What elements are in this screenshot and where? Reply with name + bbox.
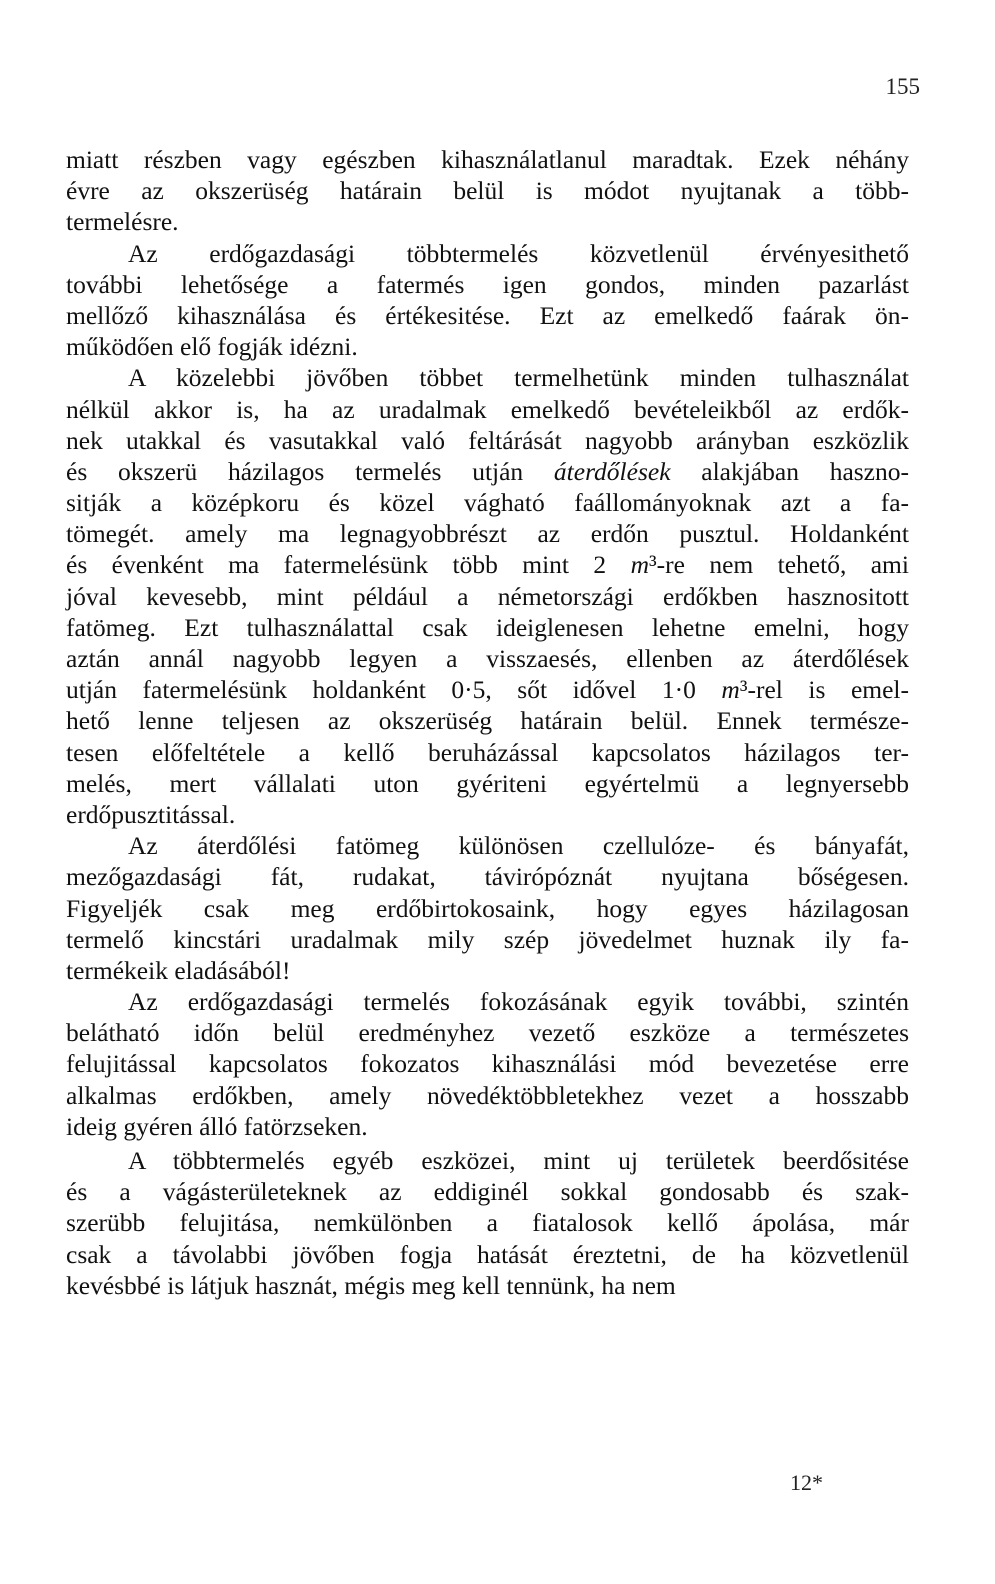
text-line: termelésre. [66,207,179,237]
text-line: ideig gyéren álló fatörzseken. [66,1111,368,1141]
text-line: Az erdőgazdasági termelés fokozásának egyik további, szintén [128,987,909,1017]
text-line: utján fatermelésünk holdanként 0·5, sőt idővel 1·0 m³-rel is emel- [66,675,909,705]
text-line: miatt részben vagy egészben kihasználatlanul maradtak. Ezek néhány [66,145,909,174]
text-line: mellőző kihasználása és értékesitése. Ezt az emelkedő faárak ön- [66,300,909,330]
text-line: és okszerü házilagos termelés utján áterdőlések alakjában haszno- [66,456,909,486]
text-line: Figyeljék csak meg erdőbirtokosaink, hogy egyes házilagosan [66,893,909,923]
text-line: A közelebbi jövőben többet termelhetünk minden tulhasználat [128,363,909,393]
text-line: Az erdőgazdasági többtermelés közvetlenül érvényesithető [128,238,909,268]
text-line: termékeik eladásából! [66,955,291,985]
text-line: nek utakkal és vasutakkal való feltárását nagyobb arányban eszközlik [66,425,909,455]
text-line: kevésbbé is látjuk hasznát, mégis meg kell tennünk, ha nem [66,1270,676,1300]
text-line: A többtermelés egyéb eszközei, mint uj területek beerdősitése [128,1146,909,1175]
text-line: fatömeg. Ezt tulhasználattal csak ideiglenesen lehetne emelni, hogy [66,612,909,642]
paragraph [66,238,909,363]
paragraph [66,830,909,986]
text-line: felujitással kapcsolatos fokozatos kihasználási mód bevezetése erre [66,1049,909,1079]
text-line: működően elő fogják idézni. [66,332,358,362]
paragraph [66,362,909,830]
paragraph [66,1145,909,1301]
text-line: erdőpusztitással. [66,799,236,829]
text-line: további lehetősége a fatermés igen gondos, minden pazarlást [66,269,909,299]
text-line: sitják a középkoru és közel vágható faállományoknak azt a fa- [66,488,909,518]
text-line: Az áterdőlési fatömeg különösen czellulóze- és bányafát, [128,831,909,861]
text-line: nélkül akkor is, ha az uradalmak emelkedő bevételeikből az erdők- [66,394,909,424]
body-text [66,144,909,1301]
text-line: csak a távolabbi jövőben fogja hatását éreztetni, de ha közvetlenül [66,1239,909,1269]
text-line: melés, mert vállalati uton gyériteni egyértelmü a legnyersebb [66,768,909,798]
signature-mark: 12* [790,1470,823,1495]
text-line: és évenként ma fatermelésünk több mint 2 m³-re nem tehető, ami [66,550,909,580]
page-number: 155 [885,74,920,99]
text-line: belátható időn belül eredményhez vezető eszköze a természetes [66,1018,909,1048]
text-line: évre az okszerüség határain belül is módot nyujtanak a több- [66,176,909,206]
paragraph [66,144,909,238]
text-line: hető lenne teljesen az okszerüség határain belül. Ennek természe- [66,706,909,736]
text-line: mezőgazdasági fát, rudakat, távirópóznát nyujtana bőségesen. [66,862,909,892]
text-line: jóval kevesebb, mint például a németországi erdőkben hasznositott [66,581,909,611]
text-line: szerübb felujitása, nemkülönben a fiatalosok kellő ápolása, már [66,1208,909,1238]
text-line: termelő kincstári uradalmak mily szép jövedelmet huznak ily fa- [66,924,909,954]
text-line: tesen előfeltétele a kellő beruházással kapcsolatos házilagos ter- [66,737,909,767]
text-line: tömegét. amely ma legnagyobbrészt az erdőn pusztul. Holdanként [66,519,909,549]
paragraph [66,986,909,1142]
text-line: és a vágásterületeknek az eddiginél sokkal gondosabb és szak- [66,1177,909,1207]
text-line: aztán annál nagyobb legyen a visszaesés, ellenben az áterdőlések [66,644,909,673]
text-line: alkalmas erdőkben, amely növedéktöbbletekhez vezet a hosszabb [66,1080,909,1110]
